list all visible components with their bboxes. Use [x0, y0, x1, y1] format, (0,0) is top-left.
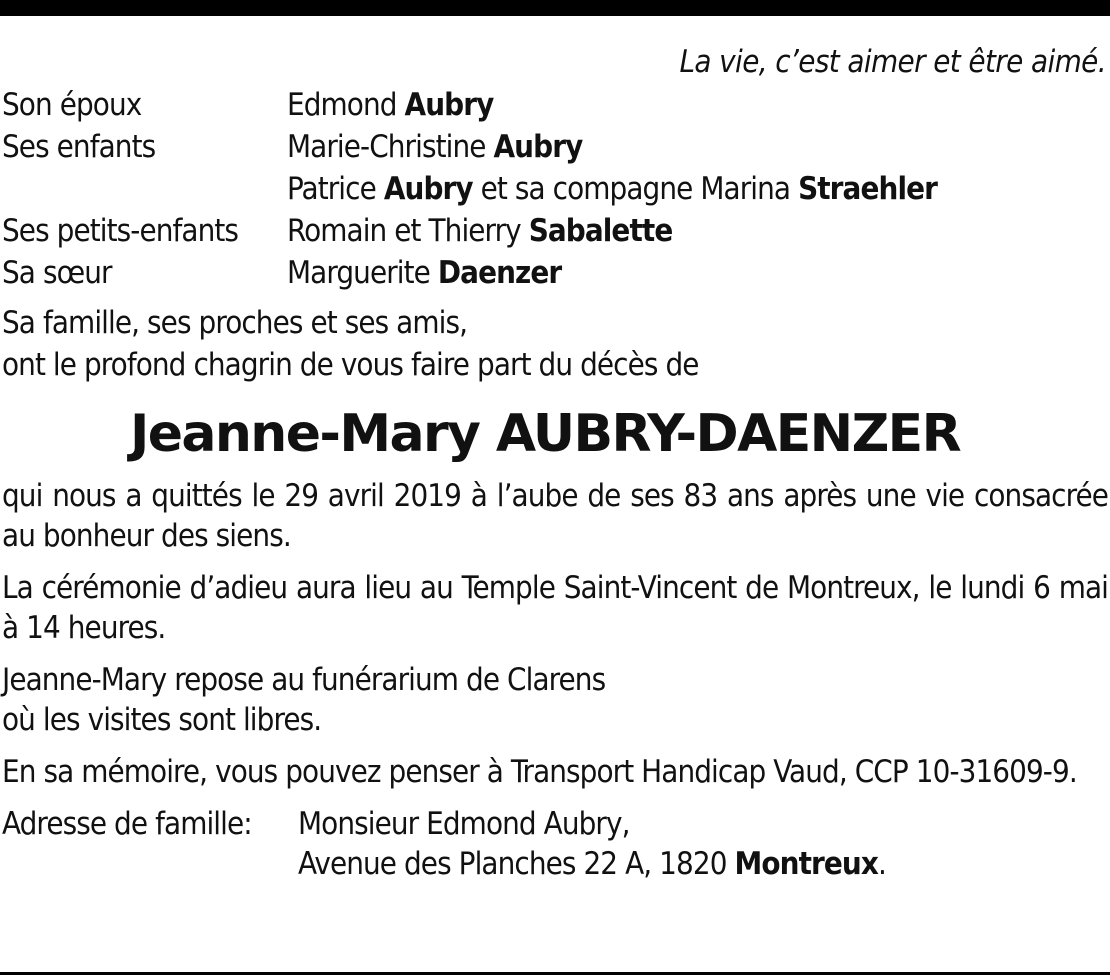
family-member-line [287, 252, 1108, 294]
member-surname: Daenzer [437, 255, 562, 291]
announcement-intro [2, 302, 1108, 386]
family-members [287, 252, 1108, 294]
member-given-name: Patrice [287, 171, 376, 207]
address-street: Avenue des Planches 22 A, 1820 [298, 846, 735, 882]
memory-paragraph: En sa mémoire, vous pouvez penser à Transport Handicap Vaud, CCP 10-31609-9. [2, 754, 1077, 790]
family-member-line [287, 168, 1108, 210]
intro-line-1: Sa famille, ses proches et ses amis, [2, 305, 468, 341]
member-given-name: Marguerite [287, 255, 430, 291]
member-surname: Sabalette [528, 213, 673, 249]
family-relation-label: Ses petits-enfants [2, 213, 239, 249]
top-rule [0, 0, 1110, 16]
family-address [2, 804, 1108, 884]
family-relation-label: Son époux [2, 87, 142, 123]
address-label: Adresse de famille: [2, 806, 252, 842]
address-end-punct: . [877, 846, 886, 882]
epigraph-quote: La vie, c’est aimer et être aimé. [679, 44, 1106, 80]
address-row-1 [2, 804, 1108, 844]
obituary-notice [2, 40, 1108, 884]
family-relation-label: Sa sœur [2, 255, 112, 291]
address-city: Montreux [734, 846, 878, 882]
bottom-rule [0, 972, 1110, 975]
member-given-name: Marie-Christine [287, 129, 486, 165]
family-row [2, 252, 1108, 294]
member-surname: Aubry [493, 129, 583, 165]
family-members [287, 126, 1108, 210]
family-member-line [287, 126, 1108, 168]
family-row [2, 210, 1108, 252]
rest-line-2: où les visites sont libres. [2, 702, 322, 738]
member-surname: Aubry [404, 87, 494, 123]
family-row [2, 84, 1108, 126]
rest-paragraph [2, 660, 1108, 740]
member-companion-surname: Straehler [798, 171, 937, 207]
ceremony-paragraph: La cérémonie d’adieu aura lieu au Temple Saint-Vincent de Montreux, le lundi 6 mai à 14 heures. [2, 570, 1108, 646]
family-members [287, 210, 1108, 252]
address-row-2 [2, 844, 1108, 884]
rest-line-1: Jeanne-Mary repose au funérarium de Clarens [2, 662, 606, 698]
passing-paragraph: qui nous a quittés le 29 avril 2019 à l’aube de ses 83 ans après une vie consacrée au bonheur des siens. [2, 478, 1108, 554]
member-companion-text: et sa compagne Marina [480, 171, 791, 207]
intro-line-2: ont le profond chagrin de vous faire part du décès de [2, 347, 699, 383]
member-surname: Aubry [383, 171, 473, 207]
family-members [287, 84, 1108, 126]
family-member-line [287, 210, 1108, 252]
member-given-name: Edmond [287, 87, 397, 123]
family-list [2, 84, 1108, 294]
family-row [2, 126, 1108, 210]
member-given-name: Romain et Thierry [287, 213, 521, 249]
deceased-name: Jeanne-Mary AUBRY-DAENZER [129, 404, 961, 464]
family-member-line [287, 84, 1108, 126]
address-line-1: Monsieur Edmond Aubry, [298, 806, 630, 842]
family-relation-label: Ses enfants [2, 129, 156, 165]
